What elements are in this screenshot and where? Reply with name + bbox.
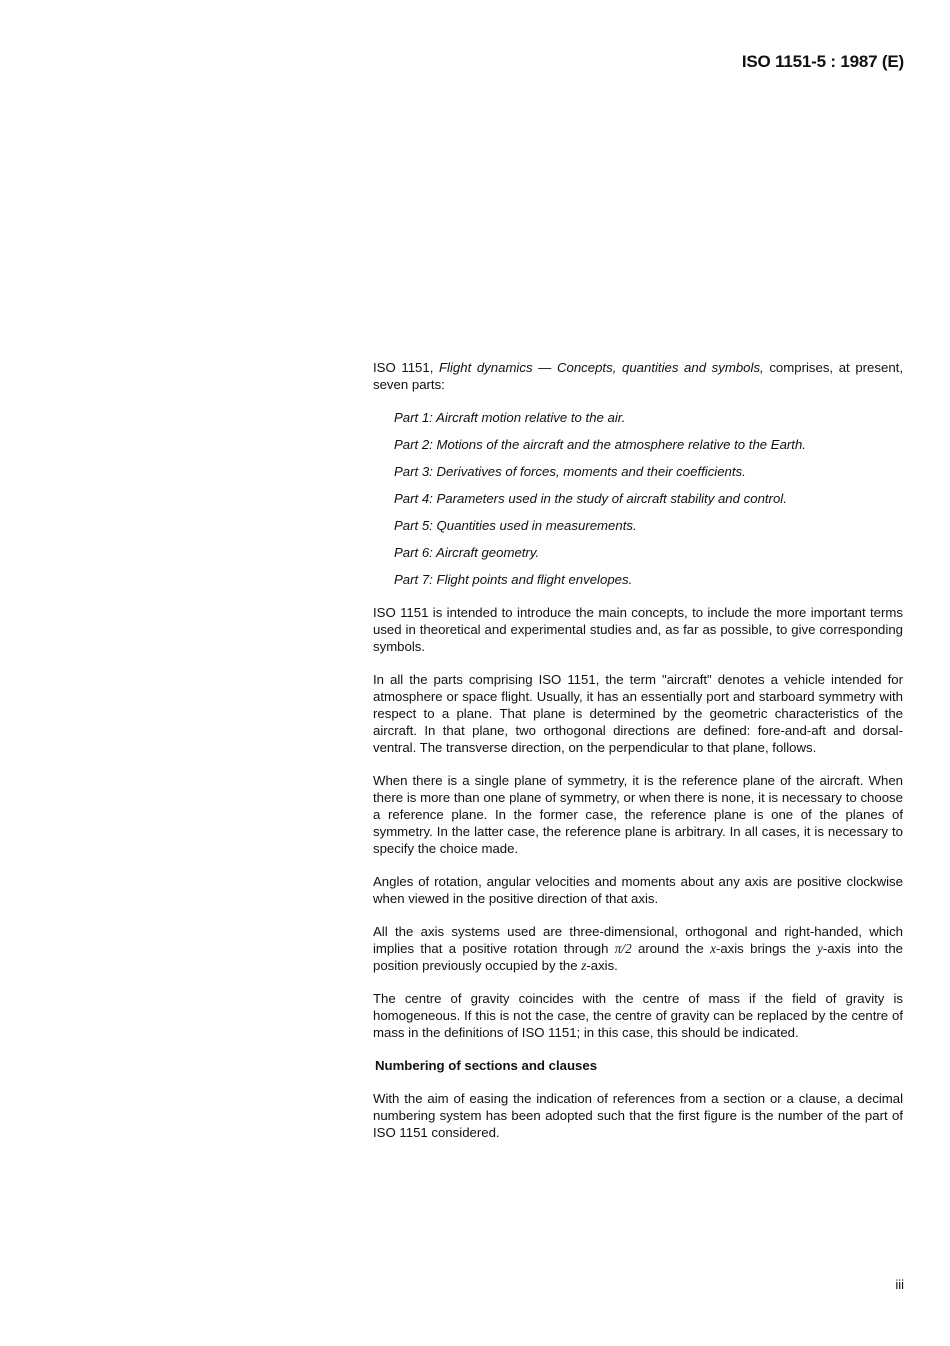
rotation-paragraph: Angles of rotation, angular velocities and moments about any axis are positive clockwise when viewed in the positive direction of that axis. bbox=[373, 874, 903, 906]
numbering-heading: Numbering of sections and clauses bbox=[375, 1058, 598, 1073]
page-number: iii bbox=[895, 1277, 904, 1292]
part-item: Part 3: Derivatives of forces, moments and their coefficients. bbox=[394, 464, 746, 479]
x-symbol: x bbox=[710, 941, 716, 956]
intro-paragraph bbox=[373, 359, 903, 393]
pi-symbol: π/2 bbox=[614, 941, 632, 956]
aircraft-definition-paragraph: In all the parts comprising ISO 1151, the term "aircraft" denotes a vehicle intended for atmosphere or space flight. Usually, it has an essentially port and starboard symmetry with respect to a plane. That plane is determined by the geometric characteristics of the aircraft. In that plane, two orthogonal directions are defined: fore-and-aft and dorsal-ventral. The transverse direction, on the perpendicular to that plane, follows. bbox=[373, 672, 903, 755]
intro-title: Flight dynamics — Concepts, quantities and symbols, bbox=[438, 360, 764, 375]
foreword-body bbox=[373, 359, 903, 1157]
part-item: Part 2: Motions of the aircraft and the atmosphere relative to the Earth. bbox=[394, 437, 806, 452]
part-item: Part 4: Parameters used in the study of aircraft stability and control. bbox=[394, 491, 787, 506]
axis-text-2: around the bbox=[631, 941, 711, 956]
parts-list bbox=[373, 409, 903, 588]
part-item: Part 6: Aircraft geometry. bbox=[394, 545, 540, 560]
axis-text-5: -axis. bbox=[586, 958, 618, 973]
intro-lead: ISO 1151, bbox=[373, 360, 439, 375]
y-symbol: y bbox=[817, 941, 823, 956]
gravity-paragraph: The centre of gravity coincides with the centre of mass if the field of gravity is homogeneous. If this is not the case, the centre of gravity can be replaced by the centre of mass in the definitions of ISO 1151; in this case, this should be indicated. bbox=[373, 991, 903, 1040]
reference-plane-paragraph: When there is a single plane of symmetry, it is the reference plane of the aircraft. When there is more than one plane of symmetry, or when there is none, it is necessary to choose a reference plane. In the former case, the reference plane is one of the planes of symmetry. In the latter case, the reference plane is arbitrary. In all cases, it is necessary to specify the choice made. bbox=[373, 773, 903, 856]
part-item: Part 1: Aircraft motion relative to the air. bbox=[394, 410, 626, 425]
axis-systems-paragraph bbox=[373, 923, 903, 974]
axis-text-1: All the axis systems used are three-dimensional, orthogonal and right-handed, which implies that a positive rotation through bbox=[373, 924, 903, 956]
numbering-paragraph: With the aim of easing the indication of references from a section or a clause, a decimal numbering system has been adopted such that the first figure is the number of the part of ISO 1151 considered. bbox=[373, 1091, 903, 1140]
part-item: Part 5: Quantities used in measurements. bbox=[394, 518, 637, 533]
part-item: Part 7: Flight points and flight envelopes. bbox=[394, 572, 633, 587]
axis-text-4: -axis into the position previously occupied by the bbox=[373, 941, 903, 973]
axis-text-3: -axis brings the bbox=[715, 941, 818, 956]
purpose-paragraph: ISO 1151 is intended to introduce the main concepts, to include the more important terms used in theoretical and experimental studies and, as far as possible, to give corresponding symbols. bbox=[373, 605, 903, 654]
z-symbol: z bbox=[581, 958, 587, 973]
intro-tail: comprises, at present, seven parts: bbox=[373, 360, 903, 392]
document-reference: ISO 1151-5 : 1987 (E) bbox=[741, 52, 904, 71]
